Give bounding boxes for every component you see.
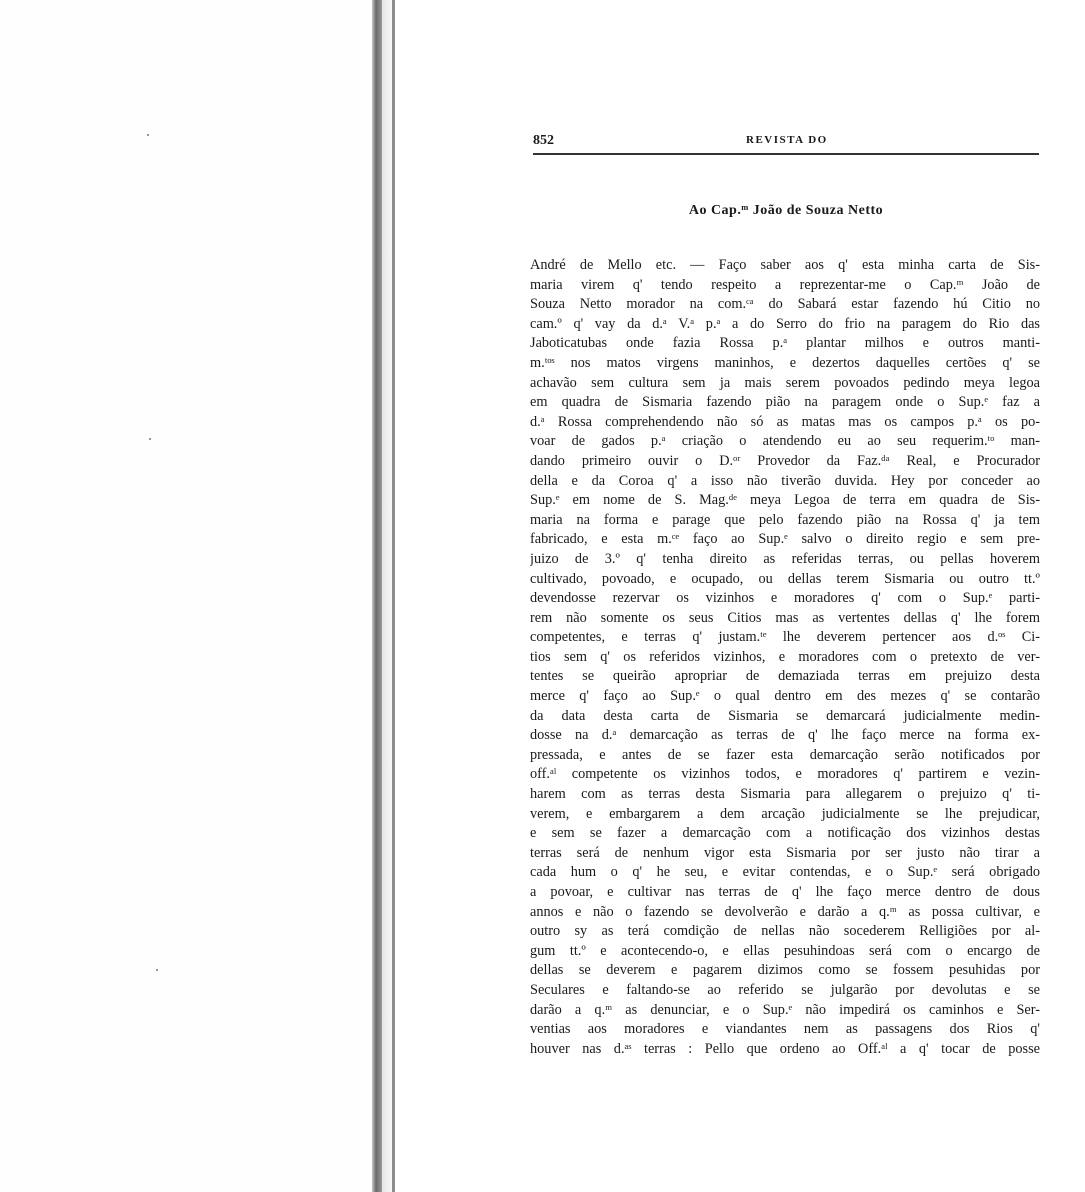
text-line: maria na forma e parage que pelo fazendo pião na Rossa q' ja tem: [530, 511, 1040, 528]
text-line: cada hum o q' he seu, e evitar contendas, e o Sup.ᵉ será obrigado: [530, 864, 1040, 881]
header-rule: [533, 153, 1039, 155]
text-line: houver nas d.ᵃˢ terras : Pello que ordeno ao Off.ᵃˡ a q' tocar de posse: [530, 1040, 1040, 1057]
text-line: fabricado, e esta m.ᶜᵉ faço ao Sup.ᵉ salvo o direito regio e sem pre-: [530, 531, 1040, 548]
text-line: ventias aos moradores e viandantes nem as passagens dos Rios q': [530, 1021, 1040, 1038]
text-line: e sem se fazer a demarcação com a notificação dos vizinhos destas: [530, 825, 1040, 842]
book-gutter-line: [392, 0, 395, 1192]
text-line: harem com as terras desta Sismaria para allegarem o prejuizo q' ti-: [530, 786, 1040, 803]
book-gutter-fade: [382, 0, 392, 1192]
text-line: verem, e embargarem a dem arcação judicialmente se lhe prejudicar,: [530, 805, 1040, 822]
text-line: tios sem q' os referidos vizinhos, e moradores com o pretexto de ver-: [530, 648, 1040, 665]
page-header: [533, 133, 1039, 153]
book-gutter-shadow: [372, 0, 382, 1192]
text-line: gum tt.º e acontecendo-o, e ellas pesuhindoas será com o encargo de: [530, 942, 1040, 959]
text-line: André de Mello etc. — Faço saber aos q' esta minha carta de Sis-: [530, 257, 1040, 273]
text-line: dando primeiro ouvir o D.ᵒʳ Provedor da Faz.ᵈᵃ Real, e Procurador: [530, 452, 1040, 469]
paper-speck: [149, 438, 151, 440]
text-line: della e da Coroa q' a isso não tiverão duvida. Hey por conceder ao: [530, 472, 1040, 489]
text-line: devendosse rezervar os vizinhos e moradores q' com o Sup.ᵉ parti-: [530, 590, 1040, 607]
text-line: darão a q.ᵐ as denunciar, e o Sup.ᵉ não impedirá os caminhos e Ser-: [530, 1001, 1040, 1018]
text-line: off.ᵃˡ competente os vizinhos todos, e moradores q' partirem e vezin-: [530, 766, 1040, 783]
text-line: pressada, e antes de se fazer esta demarcação serão notificados por: [530, 746, 1040, 763]
text-line: maria virem q' tendo respeito a reprezentar-me o Cap.ᵐ João de: [530, 276, 1040, 293]
running-head: REVISTA DO: [746, 134, 828, 146]
text-line: dellas se deverem e pagarem dizimos como se fossem pesuhidas por: [530, 962, 1040, 979]
text-line: juizo de 3.º q' tenha direito as referidas terras, ou pellas hoverem: [530, 550, 1040, 567]
text-line: terras será de nenhum vigor esta Sismaria por ser justo não tirar a: [530, 844, 1040, 861]
text-line: d.ᵃ Rossa comprehendendo não só as matas mas os campos p.ᵃ os po-: [530, 413, 1040, 430]
text-line: cultivado, povoado, e ocupado, ou dellas terem Sismaria ou outro tt.º: [530, 570, 1040, 587]
page-number: 852: [533, 133, 554, 148]
text-line: cam.º q' vay da d.ᵃ V.ᵃ p.ᵃ a do Serro do frio na paragem do Rio das: [530, 315, 1040, 332]
text-line: dosse na d.ᵃ demarcação as terras de q' lhe faço merce na forma ex-: [530, 727, 1040, 744]
text-line: Seculares e faltando-se ao referido se julgarão por devolutas e se: [530, 981, 1040, 998]
text-line: achavão sem cultura sem ja mais serem povoados pedindo meya legoa: [530, 374, 1040, 391]
text-line: m.ᵗᵒˢ nos matos virgens maninhos, e dezertos daquelles certões q' se: [530, 354, 1040, 371]
text-line: em quadra de Sismaria fazendo pião na paragem onde o Sup.ᵉ faz a: [530, 394, 1040, 411]
text-line: competentes, e terras q' justam.ᵗᵉ lhe deverem pertencer aos d.ᵒˢ Ci-: [530, 629, 1040, 646]
text-line: voar de gados p.ᵃ criação o atendendo eu ao seu requerim.ᵗᵒ man-: [530, 433, 1040, 450]
document-title: Ao Cap.ᵐ João de Souza Netto: [688, 203, 884, 218]
paper-speck: [147, 134, 149, 136]
text-line: annos e não o fazendo se devolverão e darão a q.ᵐ as possa cultivar, e: [530, 903, 1040, 920]
text-line: Jaboticatubas onde fazia Rossa p.ᵃ plantar milhos e outros manti-: [530, 335, 1040, 352]
text-line: Souza Netto morador na com.ᶜᵃ do Sabará estar fazendo hú Citio no: [530, 296, 1040, 313]
text-line: a povoar, e cultivar nas terras de q' lhe faço merce dentro de dous: [530, 884, 1040, 900]
text-line: tentes se queirão apropriar de demaziada terras em prejuizo desta: [530, 668, 1040, 685]
text-line: merce q' faço ao Sup.ᵉ o qual dentro em des mezes q' se contarão: [530, 688, 1040, 705]
text-line: rem não somente os seus Citios mas as vertentes dellas q' lhe forem: [530, 609, 1040, 626]
left-blank-page: [0, 0, 372, 1192]
body-text: [530, 256, 1040, 1059]
text-line: outro sy as terá comdição de nellas não socederem Relligiões por al-: [530, 923, 1040, 940]
text-line: Sup.ᵉ em nome de S. Mag.ᵈᵉ meya Legoa de terra em quadra de Sis-: [530, 492, 1040, 509]
text-line: da data desta carta de Sismaria se demarcará judicialmente medin-: [530, 707, 1040, 724]
paper-speck: [156, 969, 158, 971]
